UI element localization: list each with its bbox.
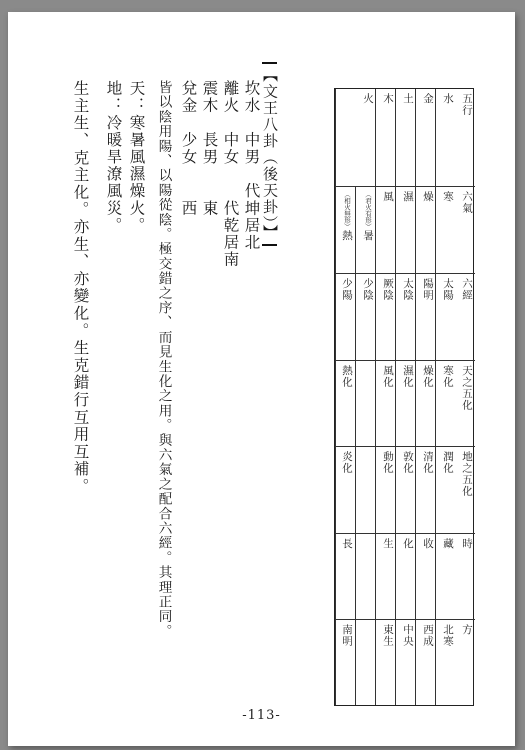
table-cell: 敦化: [396, 446, 416, 533]
table-cell: [335, 186, 355, 273]
table-cell: 太陰: [396, 273, 416, 360]
table-cell: 炎化: [335, 446, 355, 533]
table-cell: 五行: [461, 93, 473, 116]
table-cell: 西成: [416, 619, 436, 707]
table-cell: [356, 360, 376, 446]
table-cell: 北寒: [436, 619, 456, 707]
table-cell: 長: [335, 533, 355, 619]
table-cell: 六氣: [455, 186, 475, 273]
table-cell: 藏: [436, 533, 456, 619]
table-cell: 太陽: [436, 273, 456, 360]
table-cell: 少陰: [356, 273, 376, 360]
table-row: [375, 89, 396, 705]
table-cell: 濕化: [396, 360, 416, 446]
section-title: [262, 62, 277, 246]
table-cell: 燥化: [416, 360, 436, 446]
table-cell: 濕: [396, 186, 416, 273]
table-cell: 陽明: [416, 273, 436, 360]
document-page: [8, 12, 515, 746]
table-cell: [356, 446, 376, 533]
table-cell: 金: [422, 93, 434, 105]
table-cell: 土: [402, 93, 414, 105]
table-row: [455, 89, 475, 705]
paragraph-earth: 地：冷暖旱潦風災。: [104, 80, 123, 234]
table-cell: 生: [376, 533, 396, 619]
table-cell: [356, 619, 376, 707]
table-cell: 寒化: [436, 360, 456, 446]
table-note: （君火有形）: [364, 191, 372, 230]
trigram-line-kan: 坎水 中男 代坤居北: [242, 80, 261, 251]
table-cell: 東生: [376, 619, 396, 707]
table-cell: 南明: [335, 619, 355, 707]
table-cell: 清化: [416, 446, 436, 533]
paragraph-heaven: 天：寒暑風濕燥火。: [127, 80, 146, 234]
table-cell: 潤化: [436, 446, 456, 533]
five-elements-table: [334, 88, 474, 706]
table-cell: 收: [416, 533, 436, 619]
table-cell: 厥陰: [376, 273, 396, 360]
table-row: [435, 89, 456, 705]
paragraph-yin-yang: 皆以陰用陽、以陽從陰。極交錯之序、而見生化之用。與六氣之配合六經。其理正同。: [155, 80, 172, 639]
page-number: -113-: [242, 708, 281, 723]
table-cell: 熱化: [335, 360, 355, 446]
table-cell: 中央: [396, 619, 416, 707]
table-cell: [356, 186, 376, 273]
table-cell: [356, 533, 376, 619]
table-cell: 動化: [376, 446, 396, 533]
table-cell: 木: [382, 93, 394, 105]
table-cell: 方: [455, 619, 475, 707]
table-cell: 寒: [436, 186, 456, 273]
table-cell: 風化: [376, 360, 396, 446]
trigram-line-zhen: 震木 長男 東: [200, 80, 219, 217]
table-cell: 六經: [455, 273, 475, 360]
table-row: [415, 89, 436, 705]
paragraph-generation: 生主生、克主化。亦生、亦變化。生克錯行互用互補。: [71, 80, 90, 496]
table-cell-text: 熱: [341, 230, 353, 242]
table-cell: 少陽: [335, 273, 355, 360]
table-row: [395, 89, 416, 705]
table-cell: 風: [376, 186, 396, 273]
table-cell: 地之五化: [455, 446, 475, 533]
table-row: [335, 186, 355, 705]
table-row: [355, 186, 376, 705]
table-cell-text: 暑: [362, 230, 374, 242]
table-cell: 火: [362, 93, 374, 105]
table-cell: 時: [455, 533, 475, 619]
table-cell: 水: [442, 93, 454, 105]
trigram-line-dui: 兌金 少女 西: [179, 80, 198, 217]
trigram-line-li: 離火 中女 代乾居南: [221, 80, 240, 269]
table-cell: 天之五化: [455, 360, 475, 446]
table-cell: 燥: [416, 186, 436, 273]
table-note: （相火無形）: [343, 191, 351, 230]
section-title-text: 【文王八卦（後天卦）】: [261, 67, 279, 241]
table-cell: 化: [396, 533, 416, 619]
